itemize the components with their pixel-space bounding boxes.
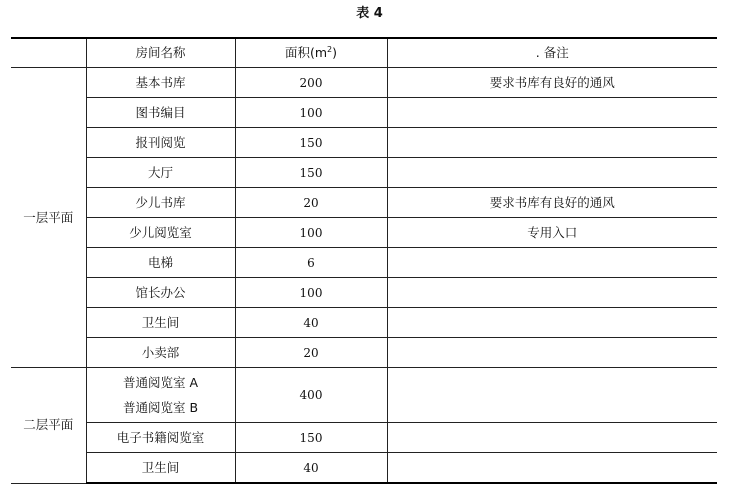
table-row — [11, 248, 717, 278]
header-floor — [11, 38, 86, 68]
room-name: 图书编目 — [86, 98, 235, 128]
room-area: 150 — [235, 158, 387, 188]
room-name: 大厅 — [86, 158, 235, 188]
floor-label-1: 一层平面 — [11, 68, 86, 368]
room-area: 6 — [235, 248, 387, 278]
room-area: 40 — [235, 453, 387, 484]
room-area: 20 — [235, 188, 387, 218]
room-area-table — [11, 37, 717, 484]
table-row — [11, 128, 717, 158]
table-row — [11, 368, 717, 423]
room-area: 400 — [235, 368, 387, 423]
room-area: 100 — [235, 98, 387, 128]
room-name-reading-a: 普通阅览室 A — [122, 375, 199, 390]
room-area: 100 — [235, 218, 387, 248]
room-area: 20 — [235, 338, 387, 368]
header-area — [235, 38, 387, 68]
header-area-sup: 2 — [327, 45, 333, 54]
room-name-reading-b: 普通阅览室 B — [122, 400, 199, 415]
room-area: 150 — [235, 423, 387, 453]
table-row — [11, 338, 717, 368]
table-row — [11, 68, 717, 98]
room-name: 馆长办公 — [86, 278, 235, 308]
table-row — [11, 188, 717, 218]
header-area-prefix: 面积(m — [284, 45, 328, 60]
room-note — [387, 128, 717, 158]
header-room-name: 房间名称 — [86, 38, 235, 68]
room-note — [387, 338, 717, 368]
room-note: 要求书库有良好的通风 — [387, 68, 717, 98]
room-note — [387, 248, 717, 278]
room-area: 40 — [235, 308, 387, 338]
room-name: 基本书库 — [86, 68, 235, 98]
header-row — [11, 38, 717, 68]
room-note — [387, 278, 717, 308]
room-name: 卫生间 — [86, 453, 235, 484]
room-name: 电子书籍阅览室 — [86, 423, 235, 453]
room-note — [387, 368, 717, 423]
room-note: 专用入口 — [387, 218, 717, 248]
room-name: 报刊阅览 — [86, 128, 235, 158]
room-area: 150 — [235, 128, 387, 158]
floor-label-2: 二层平面 — [11, 368, 86, 484]
room-name: 小卖部 — [86, 338, 235, 368]
table-caption: 表 4 — [356, 6, 383, 21]
room-name: 电梯 — [86, 248, 235, 278]
header-area-suffix: ) — [332, 45, 338, 60]
table-row — [11, 423, 717, 453]
room-note — [387, 158, 717, 188]
room-note: 要求书库有良好的通风 — [387, 188, 717, 218]
table-row — [11, 158, 717, 188]
room-name: 少儿书库 — [86, 188, 235, 218]
room-area: 100 — [235, 278, 387, 308]
room-note — [387, 98, 717, 128]
room-area: 200 — [235, 68, 387, 98]
table-row — [11, 278, 717, 308]
room-name-reading-rooms — [86, 368, 235, 423]
table-row — [11, 308, 717, 338]
room-name: 少儿阅览室 — [86, 218, 235, 248]
table-row — [11, 98, 717, 128]
table-row — [11, 218, 717, 248]
header-note: . 备注 — [387, 38, 717, 68]
room-note — [387, 423, 717, 453]
room-note — [387, 453, 717, 484]
table-row — [11, 453, 717, 484]
room-note — [387, 308, 717, 338]
room-name: 卫生间 — [86, 308, 235, 338]
